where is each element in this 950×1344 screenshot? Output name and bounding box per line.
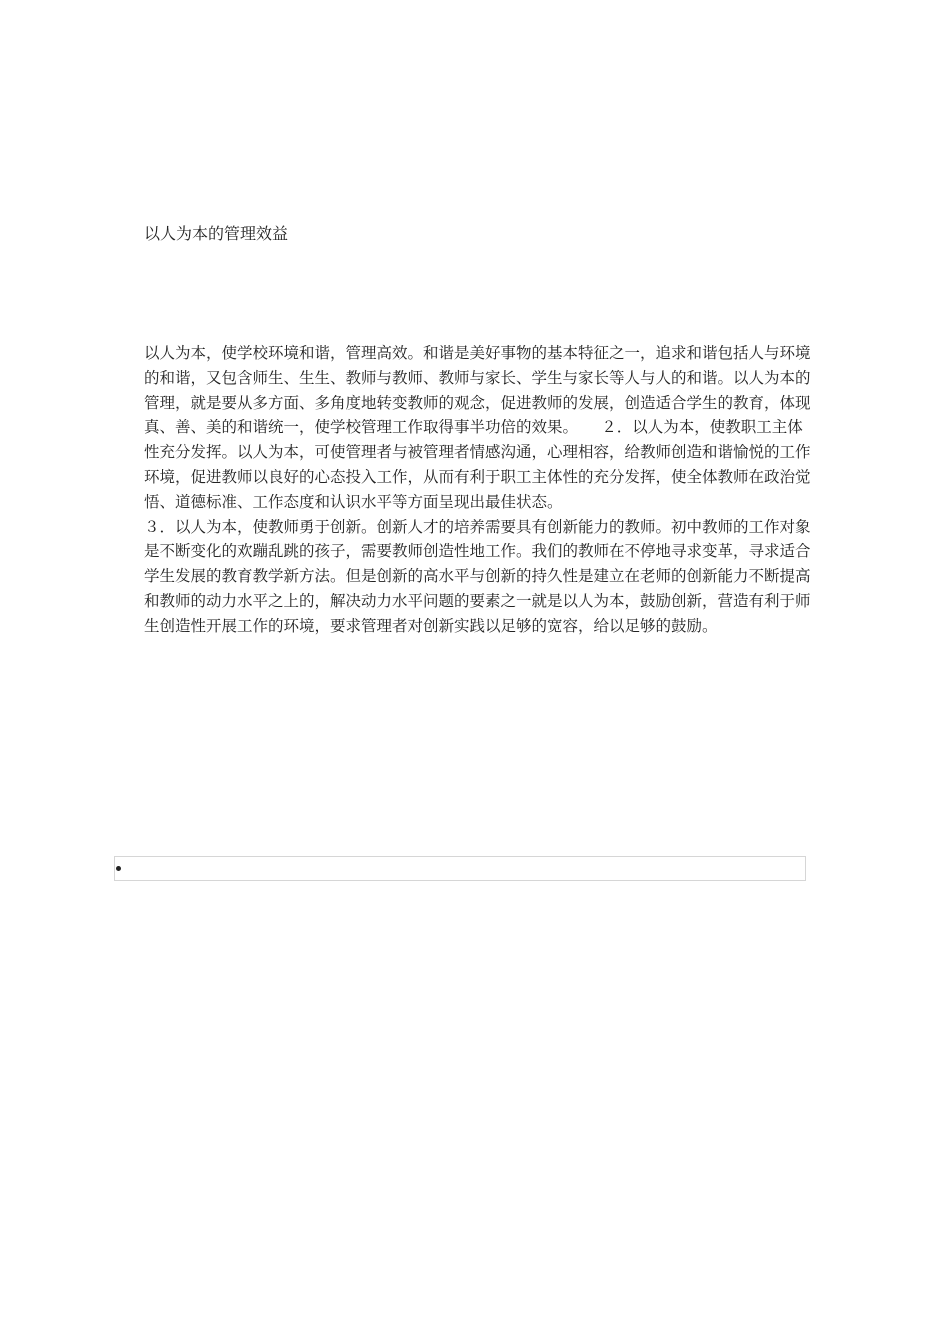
page-title: 以人为本的管理效益 xyxy=(144,224,289,243)
bullet-icon xyxy=(116,866,121,871)
paragraph: ３．以人为本，使教师勇于创新。创新人才的培养需要具有创新能力的教师。初中教师的工作对象是不断变化的欢蹦乱跳的孩子，需要教师创造性地工作。我们的教师在不停地寻求变革，寻求适合学生发展的教育教学新方法。但是创新的高水平与创新的持久性是建立在老师的创新能力不断提高和教师的动力水平之上的，解决动力水平问题的要素之一就是以人为本，鼓励创新，营造有利于师生创造性开展工作的环境，要求管理者对创新实践以足够的宽容，给以足够的鼓励。 xyxy=(144,517,811,635)
body-text xyxy=(144,341,816,639)
paragraph: 以人为本，使学校环境和谐，管理高效。和谐是美好事物的基本特征之一，追求和谐包括人与环境的和谐，又包含师生、生生、教师与教师、教师与家长、学生与家长等人与人的和谐。以人为本的管理，就是要从多方面、多角度地转变教师的观念，促进教师的发展，创造适合学生的教育，体现真、善、美的和谐统一，使学校管理工作取得事半功倍的效果。 ２．以人为本，使教职工主体性充分发挥。以人为本，可使管理者与被管理者情感沟通，心理相容，给教师创造和谐愉悦的工作环境，促进教师以良好的心态投入工作，从而有利于职工主体性的充分发挥，使全体教师在政治觉悟、道德标准、工作态度和认识水平等方面呈现出最佳状态。 xyxy=(144,344,811,511)
empty-list-box xyxy=(114,856,806,881)
